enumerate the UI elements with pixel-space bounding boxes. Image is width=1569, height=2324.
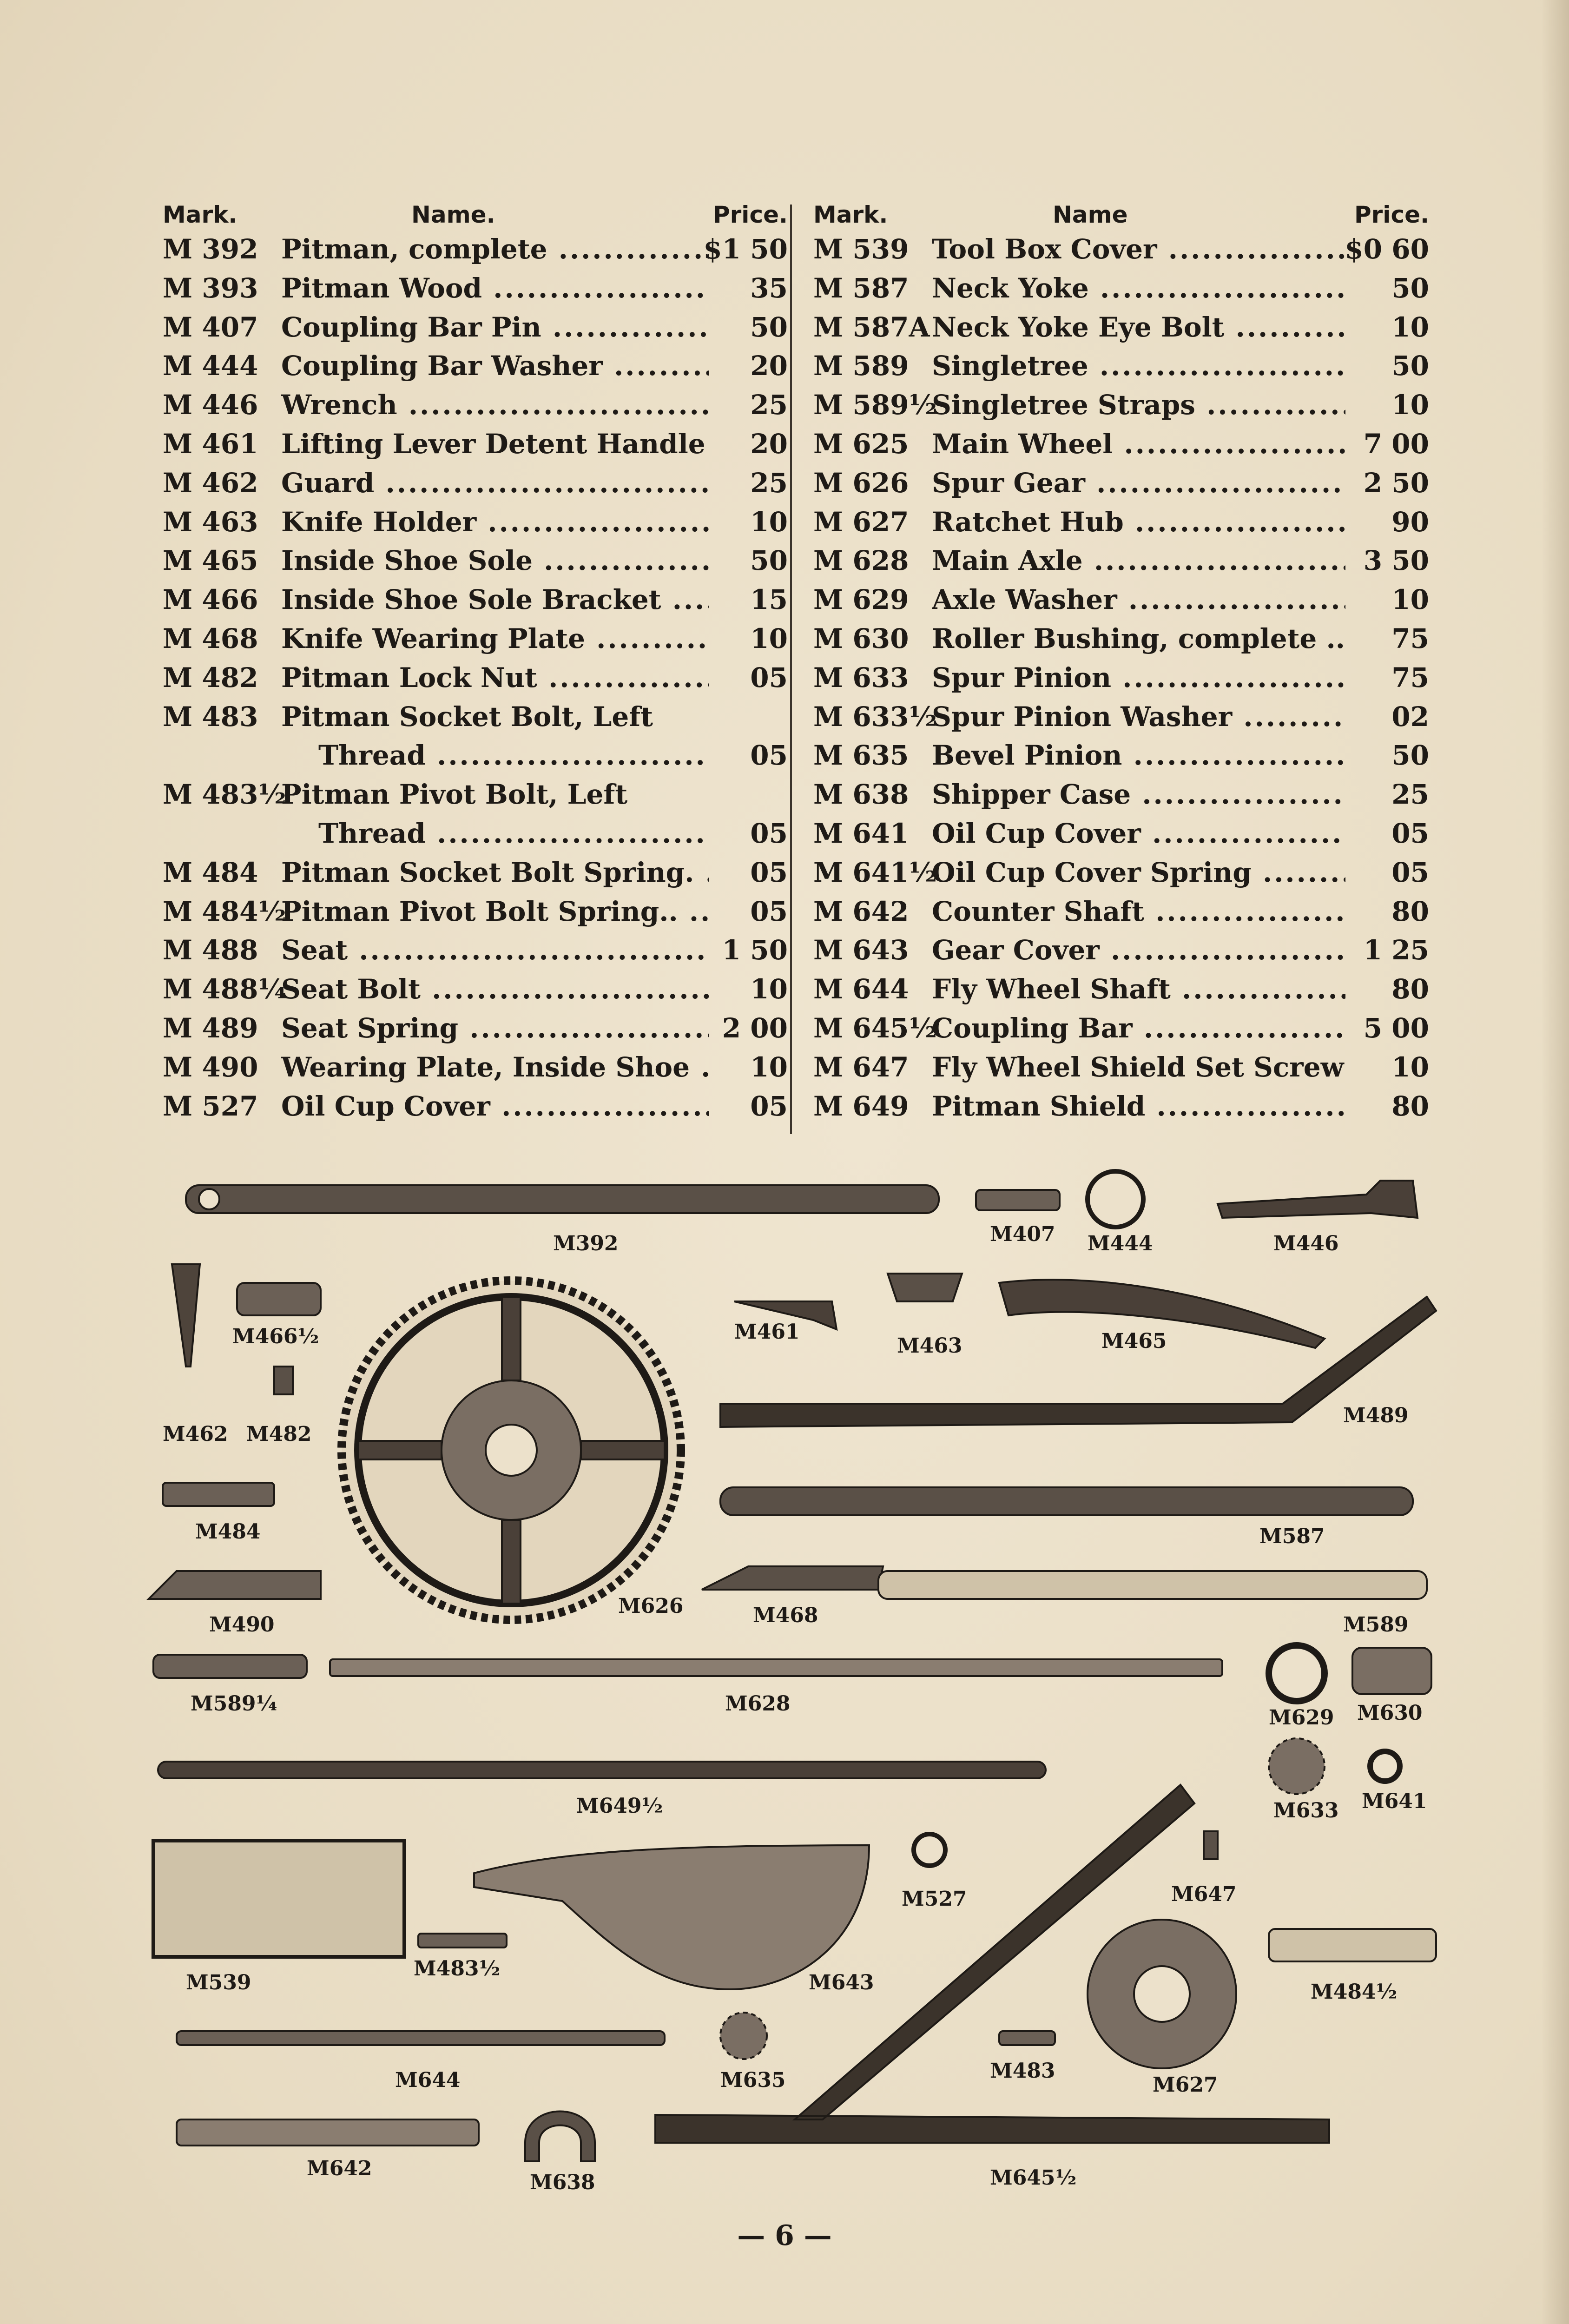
part-name: Wearing Plate, Inside Shoe ..... <box>281 1048 709 1087</box>
label-m468: M468 <box>753 1604 818 1627</box>
label-m630: M630 <box>1357 1701 1423 1725</box>
part-row <box>811 853 1429 892</box>
part-mark: M 488¼ <box>163 973 286 1005</box>
counter-shaft-part <box>177 2119 479 2146</box>
price-column-header: Price. <box>1354 201 1429 228</box>
pitman-shield-part <box>158 1762 1046 1778</box>
part-row <box>811 620 1429 659</box>
part-row <box>160 269 788 308</box>
part-mark: M 635 <box>813 739 909 772</box>
part-mark: M 628 <box>813 545 909 577</box>
part-mark: M 587A <box>813 311 930 343</box>
spur-gear-part <box>342 1281 681 1620</box>
part-row <box>160 698 788 737</box>
part-name: Singletree Straps ..... <box>932 386 1345 425</box>
oil-cup-cover-part <box>1370 1751 1400 1781</box>
label-m589: M589 <box>1343 1613 1409 1637</box>
label-m466h: M466½ <box>232 1325 319 1348</box>
part-name: Seat Spring ..... <box>281 1009 709 1048</box>
part-row <box>811 464 1429 503</box>
part-row <box>811 425 1429 464</box>
part-row <box>160 775 788 814</box>
part-row <box>160 1009 788 1048</box>
part-row <box>811 1009 1429 1048</box>
label-m490: M490 <box>209 1613 275 1637</box>
part-name: Ratchet Hub ..... <box>932 503 1345 542</box>
label-m483h: M483½ <box>414 1957 501 1981</box>
part-row <box>811 347 1429 386</box>
part-price: 15 <box>750 584 788 616</box>
part-price: 05 <box>750 817 788 849</box>
label-m482: M482 <box>246 1422 312 1446</box>
knife-holder-part <box>888 1274 962 1301</box>
part-row <box>160 1048 788 1087</box>
part-row <box>160 931 788 970</box>
part-price: 80 <box>1391 1090 1429 1122</box>
bevel-pinion-part <box>720 2013 767 2059</box>
part-row <box>811 775 1429 814</box>
label-m641: M641 <box>1362 1789 1427 1813</box>
part-mark: M 527 <box>163 1090 258 1122</box>
part-mark: M 393 <box>163 272 258 304</box>
part-price: 10 <box>750 506 788 538</box>
part-name: Roller Bushing, complete .. ..... <box>932 620 1345 659</box>
column-divider <box>790 205 792 1134</box>
part-name: Singletree ..... <box>932 347 1345 386</box>
part-row <box>160 308 788 347</box>
part-mark: M 392 <box>163 233 258 265</box>
part-price: 05 <box>750 1090 788 1122</box>
part-mark: M 446 <box>163 389 258 421</box>
part-price: 10 <box>750 973 788 1005</box>
gear-cover-part <box>474 1845 869 1989</box>
part-price: 80 <box>1391 895 1429 927</box>
part-mark: M 484 <box>163 856 258 888</box>
label-m465: M465 <box>1101 1329 1167 1353</box>
mark-column-header: Mark. <box>813 201 888 228</box>
part-price: 05 <box>1391 817 1429 849</box>
part-row <box>160 736 788 775</box>
part-mark: M 463 <box>163 506 258 538</box>
part-mark: M 407 <box>163 311 258 343</box>
spur-pinion-part <box>1269 1738 1325 1794</box>
part-price: 10 <box>750 622 788 654</box>
part-mark: M 539 <box>813 233 909 265</box>
page-spine-shadow <box>1541 0 1569 2324</box>
part-name: Thread ..... <box>318 736 709 775</box>
part-name: Bevel Pinion ..... <box>932 736 1345 775</box>
mark-column-header: Mark. <box>163 201 237 228</box>
part-name: Spur Pinion Washer ..... <box>932 698 1345 737</box>
label-m407: M407 <box>990 1222 1055 1246</box>
label-m649: M649½ <box>576 1794 663 1818</box>
part-price: 25 <box>1391 779 1429 811</box>
part-row <box>160 230 788 269</box>
table-header <box>160 198 788 230</box>
part-mark: M 642 <box>813 895 909 927</box>
part-mark: M 641 <box>813 817 909 849</box>
part-row <box>811 814 1429 853</box>
part-price: 50 <box>750 545 788 577</box>
part-name: Neck Yoke Eye Bolt ..... <box>932 308 1345 347</box>
part-mark: M 444 <box>163 350 258 382</box>
part-name: Shipper Case ..... <box>932 775 1345 814</box>
part-mark: M 627 <box>813 506 909 538</box>
part-row <box>160 892 788 931</box>
part-name: Fly Wheel Shield Set Screw ..... <box>932 1048 1345 1087</box>
part-mark: M 468 <box>163 622 258 654</box>
part-row <box>160 620 788 659</box>
part-row <box>811 1087 1429 1126</box>
pitman-part <box>186 1185 939 1213</box>
part-name: Inside Shoe Sole Bracket ..... <box>281 581 709 620</box>
part-row <box>811 308 1429 347</box>
part-mark: M 641½ <box>813 856 937 888</box>
tool-box-cover-part <box>153 1841 404 1957</box>
wearing-plate-part <box>149 1571 321 1599</box>
ratchet-hub-part <box>1088 1920 1236 2068</box>
part-row <box>811 931 1429 970</box>
part-row <box>160 581 788 620</box>
label-m589q: M589¼ <box>191 1692 277 1716</box>
label-m484h: M484½ <box>1311 1980 1398 2004</box>
part-name: Counter Shaft ..... <box>932 892 1345 931</box>
figure-labels <box>163 1222 1427 2194</box>
part-name: Oil Cup Cover ..... <box>281 1087 709 1126</box>
part-price: 05 <box>750 661 788 693</box>
price-column-header: Price. <box>713 201 788 228</box>
label-m462: M462 <box>163 1422 228 1446</box>
parts-rows <box>160 230 788 1126</box>
part-price: 25 <box>750 467 788 499</box>
socket-bolt-spring-part <box>163 1483 274 1506</box>
part-name: Main Wheel ..... <box>932 425 1345 464</box>
oil-cup-cover-527-part <box>914 1834 945 1866</box>
part-price: 05 <box>750 895 788 927</box>
label-m642: M642 <box>307 2157 372 2180</box>
part-price: 25 <box>750 389 788 421</box>
part-name: Pitman Shield ..... <box>932 1087 1345 1126</box>
label-m645: M645½ <box>990 2166 1077 2190</box>
part-row <box>811 541 1429 581</box>
part-name: Pitman Pivot Bolt, Left <box>281 779 628 811</box>
label-m461: M461 <box>734 1320 800 1344</box>
part-row <box>160 659 788 698</box>
part-mark: M 643 <box>813 934 909 966</box>
neck-yoke-part <box>720 1487 1413 1515</box>
lock-nut-part <box>274 1367 293 1394</box>
part-mark: M 484½ <box>163 895 286 927</box>
part-row <box>160 1087 788 1126</box>
part-mark: M 645½ <box>813 1012 937 1044</box>
part-price: 10 <box>1391 1051 1429 1083</box>
part-name: Pitman Wood ..... <box>281 269 709 308</box>
part-price: 5 00 <box>1363 1012 1429 1044</box>
label-m626: M626 <box>618 1594 684 1618</box>
part-name: Coupling Bar Pin ..... <box>281 308 709 347</box>
coupling-bar-pin-part <box>976 1190 1060 1210</box>
part-row <box>811 386 1429 425</box>
part-name: Fly Wheel Shaft ..... <box>932 970 1345 1009</box>
knife-wearing-plate-part <box>702 1566 883 1590</box>
part-price: 10 <box>1391 389 1429 421</box>
label-m643: M643 <box>809 1971 874 1994</box>
part-row <box>811 581 1429 620</box>
part-price: 05 <box>750 856 788 888</box>
part-price: 20 <box>750 350 788 382</box>
part-row <box>811 230 1429 269</box>
part-mark: M 461 <box>163 428 258 460</box>
label-m644: M644 <box>395 2068 461 2092</box>
part-mark: M 625 <box>813 428 909 460</box>
singletree-part <box>878 1571 1427 1599</box>
fly-wheel-shaft-part <box>177 2031 665 2045</box>
part-mark: M 462 <box>163 467 258 499</box>
part-mark: M 629 <box>813 584 909 616</box>
parts-list-right <box>811 198 1429 1126</box>
set-screw-part <box>1204 1831 1218 1859</box>
part-name: Wrench ..... <box>281 386 709 425</box>
part-mark: M 483 <box>163 700 258 733</box>
part-mark: M 482 <box>163 661 258 693</box>
part-name: Neck Yoke ..... <box>932 269 1345 308</box>
part-row <box>160 541 788 581</box>
part-price: $0 60 <box>1345 233 1429 265</box>
parts-illustration <box>144 1162 1441 2194</box>
part-name: Oil Cup Cover Spring ..... <box>932 853 1345 892</box>
part-mark: M 644 <box>813 973 909 1005</box>
axle-washer-part <box>1269 1645 1325 1701</box>
part-price: 05 <box>1391 856 1429 888</box>
part-name: Thread ..... <box>318 814 709 853</box>
part-row <box>811 659 1429 698</box>
part-price: 35 <box>750 272 788 304</box>
part-row <box>811 736 1429 775</box>
part-name: Coupling Bar Washer ..... <box>281 347 709 386</box>
part-price: 10 <box>1391 584 1429 616</box>
part-price: 50 <box>1391 272 1429 304</box>
part-mark: M 649 <box>813 1090 909 1122</box>
coupling-bar-washer-part <box>1088 1171 1143 1227</box>
part-row <box>811 892 1429 931</box>
part-price: 50 <box>1391 350 1429 382</box>
part-price: 90 <box>1391 506 1429 538</box>
shipper-case-part <box>525 2112 595 2162</box>
part-name: Coupling Bar ..... <box>932 1009 1345 1048</box>
part-mark: M 638 <box>813 779 909 811</box>
shoe-sole-bracket-part <box>237 1283 321 1315</box>
label-m483: M483 <box>990 2059 1055 2083</box>
part-name: Pitman Lock Nut ..... <box>281 659 709 698</box>
part-price: 50 <box>750 311 788 343</box>
part-mark: M 589½ <box>813 389 937 421</box>
part-mark: M 633 <box>813 661 909 693</box>
part-mark: M 633½ <box>813 700 937 733</box>
part-price: 20 <box>750 428 788 460</box>
part-name: Axle Washer ..... <box>932 581 1345 620</box>
label-m444: M444 <box>1088 1232 1153 1255</box>
part-price: 7 00 <box>1363 428 1429 460</box>
parts-engravings <box>144 1162 1441 2194</box>
part-row <box>160 503 788 542</box>
part-row <box>811 269 1429 308</box>
part-mark: M 630 <box>813 622 909 654</box>
guard-part <box>172 1264 200 1367</box>
part-price: 50 <box>1391 739 1429 772</box>
part-price: 1 50 <box>722 934 788 966</box>
part-name: Seat ..... <box>281 931 709 970</box>
label-m647: M647 <box>1171 1882 1237 1906</box>
part-mark: M 465 <box>163 545 258 577</box>
part-row <box>160 425 788 464</box>
part-price: 10 <box>750 1051 788 1083</box>
roller-bushing-part <box>1352 1648 1431 1694</box>
part-price: 2 00 <box>722 1012 788 1044</box>
part-name: Knife Holder ..... <box>281 503 709 542</box>
part-price: 75 <box>1391 622 1429 654</box>
wrench-part <box>1218 1181 1417 1218</box>
label-m539: M539 <box>186 1971 251 1994</box>
part-price: 3 50 <box>1363 545 1429 577</box>
main-axle-part <box>330 1659 1222 1676</box>
part-name: Seat Bolt ..... <box>281 970 709 1009</box>
part-row <box>811 970 1429 1009</box>
parts-rows <box>811 230 1429 1126</box>
part-row <box>160 386 788 425</box>
label-m629: M629 <box>1269 1706 1334 1730</box>
pivot-bolt-spring-part <box>1269 1929 1436 1961</box>
part-price: 75 <box>1391 661 1429 693</box>
label-m446: M446 <box>1273 1232 1339 1255</box>
label-m392: M392 <box>553 1232 619 1255</box>
label-m628: M628 <box>725 1692 791 1716</box>
part-mark: M 589 <box>813 350 909 382</box>
label-m489: M489 <box>1343 1404 1409 1427</box>
part-row <box>160 814 788 853</box>
label-m633: M633 <box>1273 1799 1339 1822</box>
part-row <box>811 698 1429 737</box>
label-m638: M638 <box>530 2171 595 2194</box>
label-m527: M527 <box>902 1887 967 1911</box>
part-name: Pitman Socket Bolt Spring. ..... <box>281 853 709 892</box>
label-m463: M463 <box>897 1334 962 1358</box>
name-column-header: Name. <box>411 201 495 228</box>
part-price: 1 25 <box>1363 934 1429 966</box>
part-mark: M 490 <box>163 1051 258 1083</box>
part-name: Pitman Socket Bolt, Left <box>281 700 653 733</box>
part-row <box>160 970 788 1009</box>
part-name: Inside Shoe Sole ..... <box>281 541 709 581</box>
part-row <box>160 347 788 386</box>
socket-bolt-part <box>999 2031 1055 2045</box>
part-price: 10 <box>1391 311 1429 343</box>
part-price: 2 50 <box>1363 467 1429 499</box>
part-name: Gear Cover ..... <box>932 931 1345 970</box>
part-name: Lifting Lever Detent Handle ..... <box>281 425 709 464</box>
part-name: Knife Wearing Plate ..... <box>281 620 709 659</box>
part-price: 80 <box>1391 973 1429 1005</box>
label-m627: M627 <box>1153 2073 1218 2097</box>
part-mark: M 626 <box>813 467 909 499</box>
name-column-header: Name <box>1053 201 1128 228</box>
part-name: Tool Box Cover ..... <box>932 230 1345 269</box>
part-row <box>160 464 788 503</box>
part-price: 02 <box>1391 700 1429 733</box>
part-row <box>811 503 1429 542</box>
part-price: 05 <box>750 739 788 772</box>
table-header <box>811 198 1429 230</box>
part-mark: M 483½ <box>163 779 286 811</box>
part-mark: M 647 <box>813 1051 909 1083</box>
part-mark: M 466 <box>163 584 258 616</box>
parts-list-left <box>160 198 788 1126</box>
part-row <box>811 1048 1429 1087</box>
label-m587: M587 <box>1259 1525 1325 1548</box>
part-name: Oil Cup Cover ..... <box>932 814 1345 853</box>
label-m635: M635 <box>720 2068 786 2092</box>
part-name: Pitman, complete ..... <box>281 230 709 269</box>
part-name: Pitman Pivot Bolt Spring.. ..... <box>281 892 709 931</box>
part-row <box>160 853 788 892</box>
part-name: Spur Pinion ..... <box>932 659 1345 698</box>
pivot-bolt-part <box>418 1934 507 1948</box>
part-name: Main Axle ..... <box>932 541 1345 581</box>
singletree-strap-part <box>153 1655 307 1678</box>
part-mark: M 488 <box>163 934 258 966</box>
part-mark: M 489 <box>163 1012 258 1044</box>
part-mark: M 587 <box>813 272 909 304</box>
part-name: Guard ..... <box>281 464 709 503</box>
page-number: — 6 — <box>737 2219 832 2252</box>
part-name: Spur Gear ..... <box>932 464 1345 503</box>
label-m484: M484 <box>195 1520 261 1544</box>
part-price: $1 50 <box>703 233 788 265</box>
